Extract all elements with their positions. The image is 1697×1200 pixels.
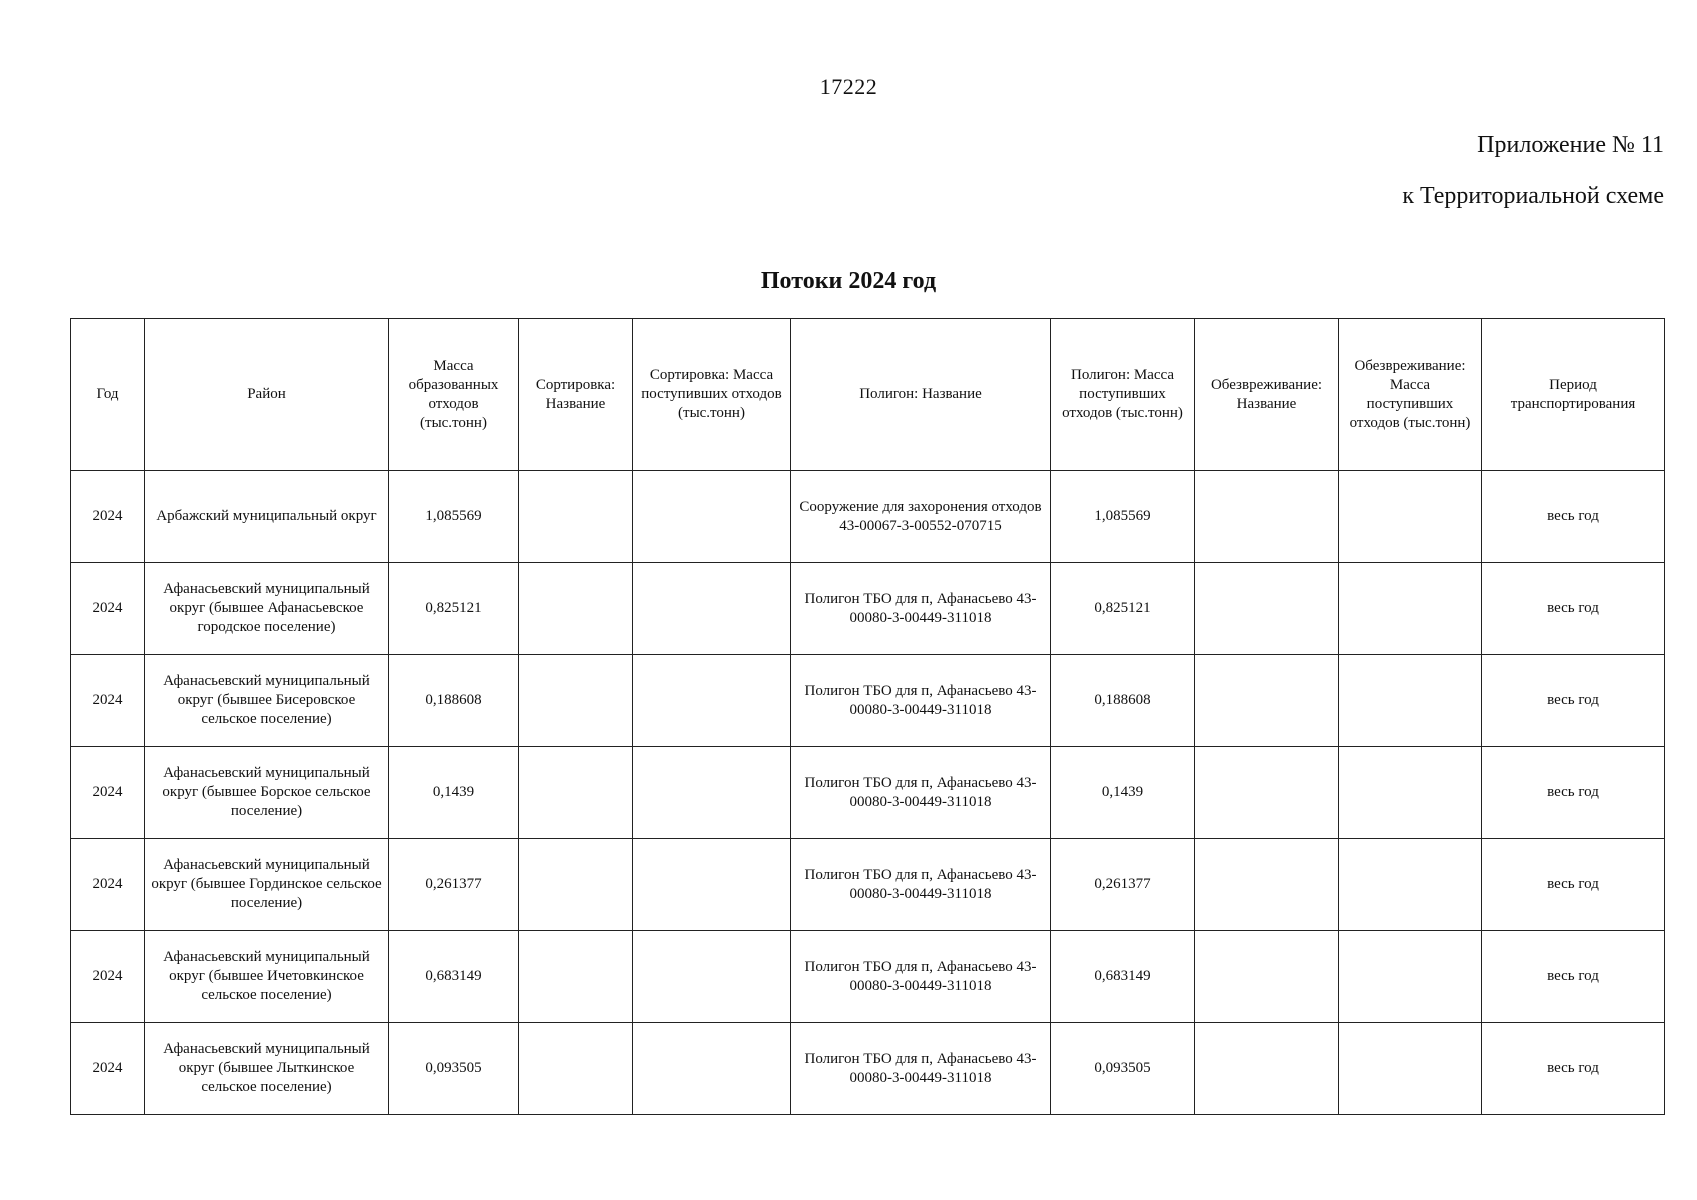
cell-district: Афанасьевский муниципальный округ (бывшее Борское сельское поселение) xyxy=(145,747,389,839)
cell-landfill-name: Полигон ТБО для п, Афанасьево 43-00080-3-00449-311018 xyxy=(791,747,1051,839)
cell-generated-mass: 0,261377 xyxy=(389,839,519,931)
cell-district: Афанасьевский муниципальный округ (бывшее Афанасьевское городское поселение) xyxy=(145,563,389,655)
cell-district: Афанасьевский муниципальный округ (бывшее Гординское сельское поселение) xyxy=(145,839,389,931)
cell-sorting-mass xyxy=(633,655,791,747)
cell-landfill-name: Полигон ТБО для п, Афанасьево 43-00080-3-00449-311018 xyxy=(791,839,1051,931)
document-title: Потоки 2024 год xyxy=(760,268,937,294)
header-landfill-mass: Полигон: Масса поступивших отходов (тыс.тонн) xyxy=(1051,319,1195,471)
cell-neutralization-mass xyxy=(1339,839,1482,931)
cell-district: Афанасьевский муниципальный округ (бывшее Ичетовкинское сельское поселение) xyxy=(145,931,389,1023)
cell-transport-period: весь год xyxy=(1482,747,1665,839)
cell-neutralization-mass xyxy=(1339,563,1482,655)
cell-neutralization-name xyxy=(1195,563,1339,655)
cell-landfill-mass: 0,188608 xyxy=(1051,655,1195,747)
cell-generated-mass: 0,683149 xyxy=(389,931,519,1023)
cell-sorting-name xyxy=(519,1023,633,1115)
cell-landfill-mass: 0,261377 xyxy=(1051,839,1195,931)
cell-transport-period: весь год xyxy=(1482,655,1665,747)
header-year: Год xyxy=(71,319,145,471)
appendix-number: Приложение № 11 xyxy=(1477,132,1664,158)
cell-sorting-name xyxy=(519,931,633,1023)
table-row xyxy=(71,471,1665,563)
cell-neutralization-name xyxy=(1195,655,1339,747)
header-district: Район xyxy=(145,319,389,471)
cell-landfill-name: Полигон ТБО для п, Афанасьево 43-00080-3-00449-311018 xyxy=(791,1023,1051,1115)
cell-neutralization-mass xyxy=(1339,931,1482,1023)
cell-neutralization-name xyxy=(1195,747,1339,839)
cell-neutralization-mass xyxy=(1339,655,1482,747)
cell-sorting-name xyxy=(519,747,633,839)
cell-sorting-name xyxy=(519,563,633,655)
header-sorting-name: Сортировка: Название xyxy=(519,319,633,471)
header-neutralization-name: Обезвреживание: Название xyxy=(1195,319,1339,471)
cell-neutralization-mass xyxy=(1339,747,1482,839)
header-neutralization-mass: Обезвреживание: Масса поступивших отходов (тыс.тонн) xyxy=(1339,319,1482,471)
cell-neutralization-name xyxy=(1195,471,1339,563)
cell-year: 2024 xyxy=(71,1023,145,1115)
cell-year: 2024 xyxy=(71,563,145,655)
cell-landfill-name: Сооружение для захоронения отходов 43-00067-3-00552-070715 xyxy=(791,471,1051,563)
table-row xyxy=(71,747,1665,839)
cell-year: 2024 xyxy=(71,655,145,747)
cell-landfill-name: Полигон ТБО для п, Афанасьево 43-00080-3-00449-311018 xyxy=(791,655,1051,747)
header-sorting-mass: Сортировка: Масса поступивших отходов (тыс.тонн) xyxy=(633,319,791,471)
cell-neutralization-name xyxy=(1195,931,1339,1023)
table-row xyxy=(71,839,1665,931)
cell-district: Афанасьевский муниципальный округ (бывшее Бисеровское сельское поселение) xyxy=(145,655,389,747)
cell-year: 2024 xyxy=(71,471,145,563)
cell-landfill-mass: 0,683149 xyxy=(1051,931,1195,1023)
cell-transport-period: весь год xyxy=(1482,563,1665,655)
cell-year: 2024 xyxy=(71,839,145,931)
cell-landfill-name: Полигон ТБО для п, Афанасьево 43-00080-3-00449-311018 xyxy=(791,563,1051,655)
header-landfill-name: Полигон: Название xyxy=(791,319,1051,471)
cell-neutralization-name xyxy=(1195,839,1339,931)
cell-landfill-name: Полигон ТБО для п, Афанасьево 43-00080-3-00449-311018 xyxy=(791,931,1051,1023)
cell-generated-mass: 1,085569 xyxy=(389,471,519,563)
cell-sorting-mass xyxy=(633,471,791,563)
cell-generated-mass: 0,1439 xyxy=(389,747,519,839)
cell-year: 2024 xyxy=(71,747,145,839)
cell-district: Афанасьевский муниципальный округ (бывшее Лыткинское сельское поселение) xyxy=(145,1023,389,1115)
cell-sorting-mass xyxy=(633,747,791,839)
cell-transport-period: весь год xyxy=(1482,839,1665,931)
cell-landfill-mass: 0,1439 xyxy=(1051,747,1195,839)
cell-neutralization-name xyxy=(1195,1023,1339,1115)
page-number: 17222 xyxy=(819,74,878,99)
cell-sorting-mass xyxy=(633,839,791,931)
cell-transport-period: весь год xyxy=(1482,931,1665,1023)
cell-sorting-mass xyxy=(633,931,791,1023)
cell-landfill-mass: 1,085569 xyxy=(1051,471,1195,563)
table-header xyxy=(71,319,1665,471)
cell-generated-mass: 0,825121 xyxy=(389,563,519,655)
cell-neutralization-mass xyxy=(1339,1023,1482,1115)
cell-landfill-mass: 0,093505 xyxy=(1051,1023,1195,1115)
table-row xyxy=(71,931,1665,1023)
cell-sorting-name xyxy=(519,471,633,563)
cell-transport-period: весь год xyxy=(1482,1023,1665,1115)
waste-flows-table xyxy=(70,318,1665,1115)
table-row xyxy=(71,655,1665,747)
cell-sorting-name xyxy=(519,839,633,931)
header-transport-period: Период транспортирования xyxy=(1482,319,1665,471)
cell-year: 2024 xyxy=(71,931,145,1023)
cell-transport-period: весь год xyxy=(1482,471,1665,563)
cell-generated-mass: 0,093505 xyxy=(389,1023,519,1115)
cell-sorting-mass xyxy=(633,1023,791,1115)
cell-landfill-mass: 0,825121 xyxy=(1051,563,1195,655)
header-row xyxy=(71,319,1665,471)
header-generated-mass: Масса образованных отходов (тыс.тонн) xyxy=(389,319,519,471)
table-body xyxy=(71,471,1665,1115)
cell-neutralization-mass xyxy=(1339,471,1482,563)
table-row xyxy=(71,563,1665,655)
cell-generated-mass: 0,188608 xyxy=(389,655,519,747)
cell-district: Арбажский муниципальный округ xyxy=(145,471,389,563)
appendix-reference: к Территориальной схеме xyxy=(1402,183,1664,209)
cell-sorting-mass xyxy=(633,563,791,655)
cell-sorting-name xyxy=(519,655,633,747)
table-row xyxy=(71,1023,1665,1115)
